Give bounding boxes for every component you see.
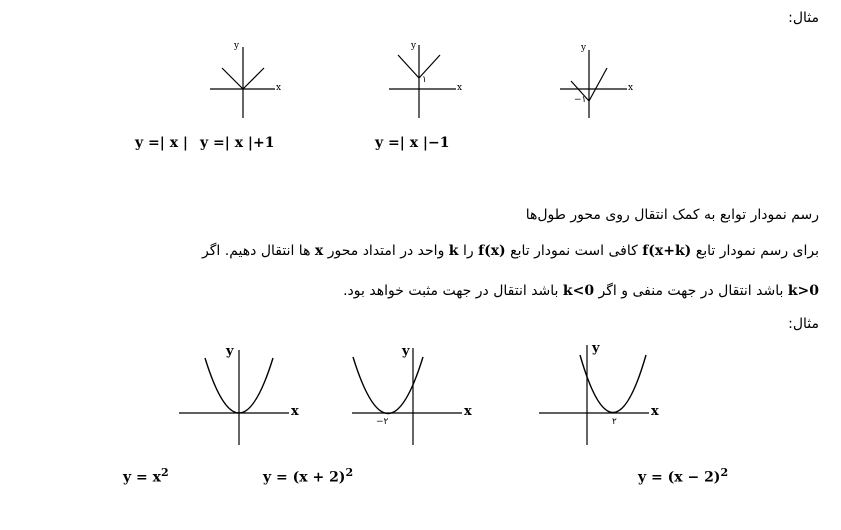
y-axis-label: y	[234, 41, 240, 51]
equation-exponent: 2	[160, 466, 169, 479]
math-expression: k>0	[787, 283, 819, 299]
y-axis-label: y	[592, 341, 600, 356]
paragraph-text: برای رسم نمودار تابع	[695, 243, 819, 259]
paragraph-text: را	[462, 243, 474, 259]
y-axis-label: y	[411, 41, 417, 51]
math-expression: x	[314, 243, 324, 259]
y-axis-label: y	[402, 344, 410, 359]
example-label: مثال:	[788, 316, 819, 332]
equation: y =| x |+1	[200, 135, 275, 151]
equation	[638, 466, 728, 486]
equation: y =| x |	[135, 135, 189, 151]
x-axis-label: x	[651, 404, 659, 419]
paragraph-text: کافی است نمودار تابع	[510, 243, 638, 259]
paragraph-text: باشد انتقال در جهت مثبت خواهد بود.	[343, 283, 559, 299]
x-axis-label: x	[457, 83, 463, 93]
example-label: مثال:	[788, 10, 819, 26]
x-axis-label: x	[464, 404, 472, 419]
math-expression: k	[448, 243, 459, 259]
equation: y =| x |−1	[375, 135, 450, 151]
equation-base: y = x	[123, 469, 161, 486]
math-expression: f(x)	[478, 243, 506, 259]
x-axis-label: x	[276, 83, 282, 93]
paragraph-text: ها انتقال دهیم. اگر	[202, 243, 311, 259]
y-axis-label: y	[226, 344, 234, 359]
section-title: رسم نمودار توابع به کمک انتقال روی محور طول‌ها	[525, 207, 819, 223]
tick-label: ۲	[612, 417, 617, 427]
tick-label: −۱	[574, 95, 587, 105]
y-axis-label: y	[581, 43, 587, 53]
tick-label: −۲	[376, 417, 389, 427]
equation-base: y = (x − 2)	[638, 469, 721, 486]
equation-exponent: 2	[720, 466, 729, 479]
x-axis-label: x	[291, 404, 299, 419]
math-expression: f(x+k)	[642, 243, 692, 259]
equation-base: y = (x + 2)	[263, 469, 346, 486]
equation-exponent: 2	[345, 466, 354, 479]
x-axis-label: x	[628, 83, 634, 93]
equation	[123, 466, 169, 486]
tick-label: ۱	[422, 75, 427, 85]
paragraph-text: واحد در امتداد محور	[327, 243, 445, 259]
paragraph-text: باشد انتقال در جهت منفی و اگر	[598, 283, 784, 299]
equation	[263, 466, 353, 486]
math-expression: k<0	[562, 283, 595, 299]
